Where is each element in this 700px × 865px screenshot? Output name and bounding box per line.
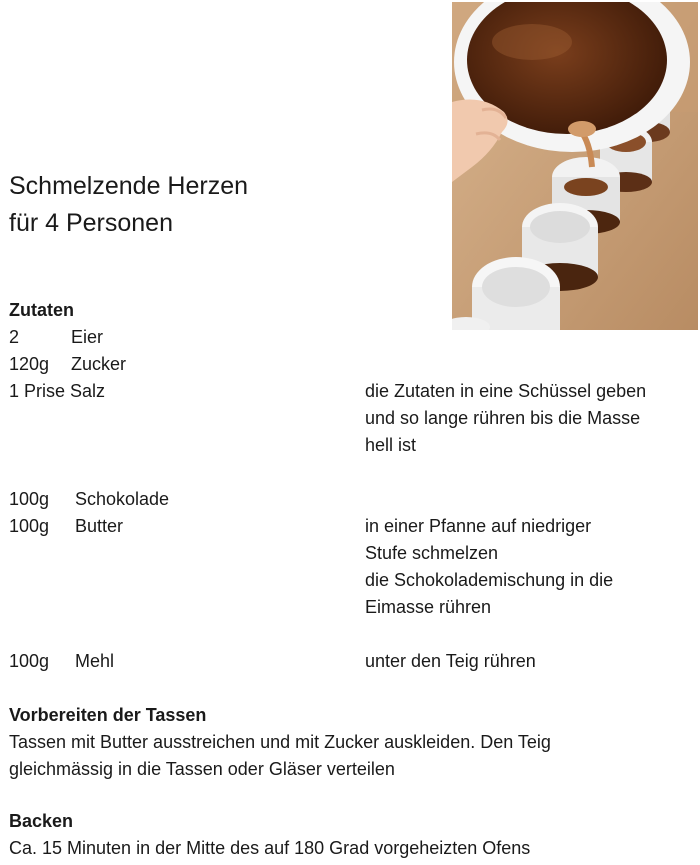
bake-line: Ca. 15 Minuten in der Mitte des auf 180 Grad vorgeheizten Ofens xyxy=(9,838,531,858)
instruction-line: unter den Teig rühren xyxy=(365,651,536,671)
instruction-line: hell ist xyxy=(365,435,417,455)
recipe-servings: für 4 Personen xyxy=(9,209,173,237)
instruction-line: und so lange rühren bis die Masse xyxy=(365,408,641,428)
ingredient-name: Butter xyxy=(75,516,124,536)
instruction-line: die Schokolademischung in die xyxy=(365,570,614,590)
prep-line: Tassen mit Butter ausstreichen und mit Zucker auskleiden. Den Teig xyxy=(9,732,551,752)
instruction-line: in einer Pfanne auf niedriger xyxy=(365,516,592,536)
chocolate-batter-pouring-photo-icon xyxy=(452,2,698,330)
instruction-line: die Zutaten in eine Schüssel geben xyxy=(365,381,647,401)
ingredient-name: Eier xyxy=(71,327,104,347)
ingredient-qty: 1 Prise Salz xyxy=(9,381,106,401)
prep-line: gleichmässig in die Tassen oder Gläser verteilen xyxy=(9,759,395,779)
ingredient-qty: 120g xyxy=(9,354,50,374)
ingredient-name: Schokolade xyxy=(75,489,170,509)
ingredient-qty: 100g xyxy=(9,516,50,536)
ingredient-qty: 100g xyxy=(9,489,50,509)
ingredient-name: Mehl xyxy=(75,651,115,671)
ingredient-qty: 100g xyxy=(9,651,50,671)
recipe-title: Schmelzende Herzen xyxy=(9,172,249,200)
ingredient-qty: 2 xyxy=(9,327,20,347)
instruction-line: Stufe schmelzen xyxy=(365,543,499,563)
recipe-photo xyxy=(452,2,698,330)
prep-heading: Vorbereiten der Tassen xyxy=(9,705,207,725)
instruction-line: Eimasse rühren xyxy=(365,597,492,617)
bake-heading: Backen xyxy=(9,811,74,831)
ingredient-name: Zucker xyxy=(71,354,127,374)
ingredients-heading: Zutaten xyxy=(9,300,74,320)
